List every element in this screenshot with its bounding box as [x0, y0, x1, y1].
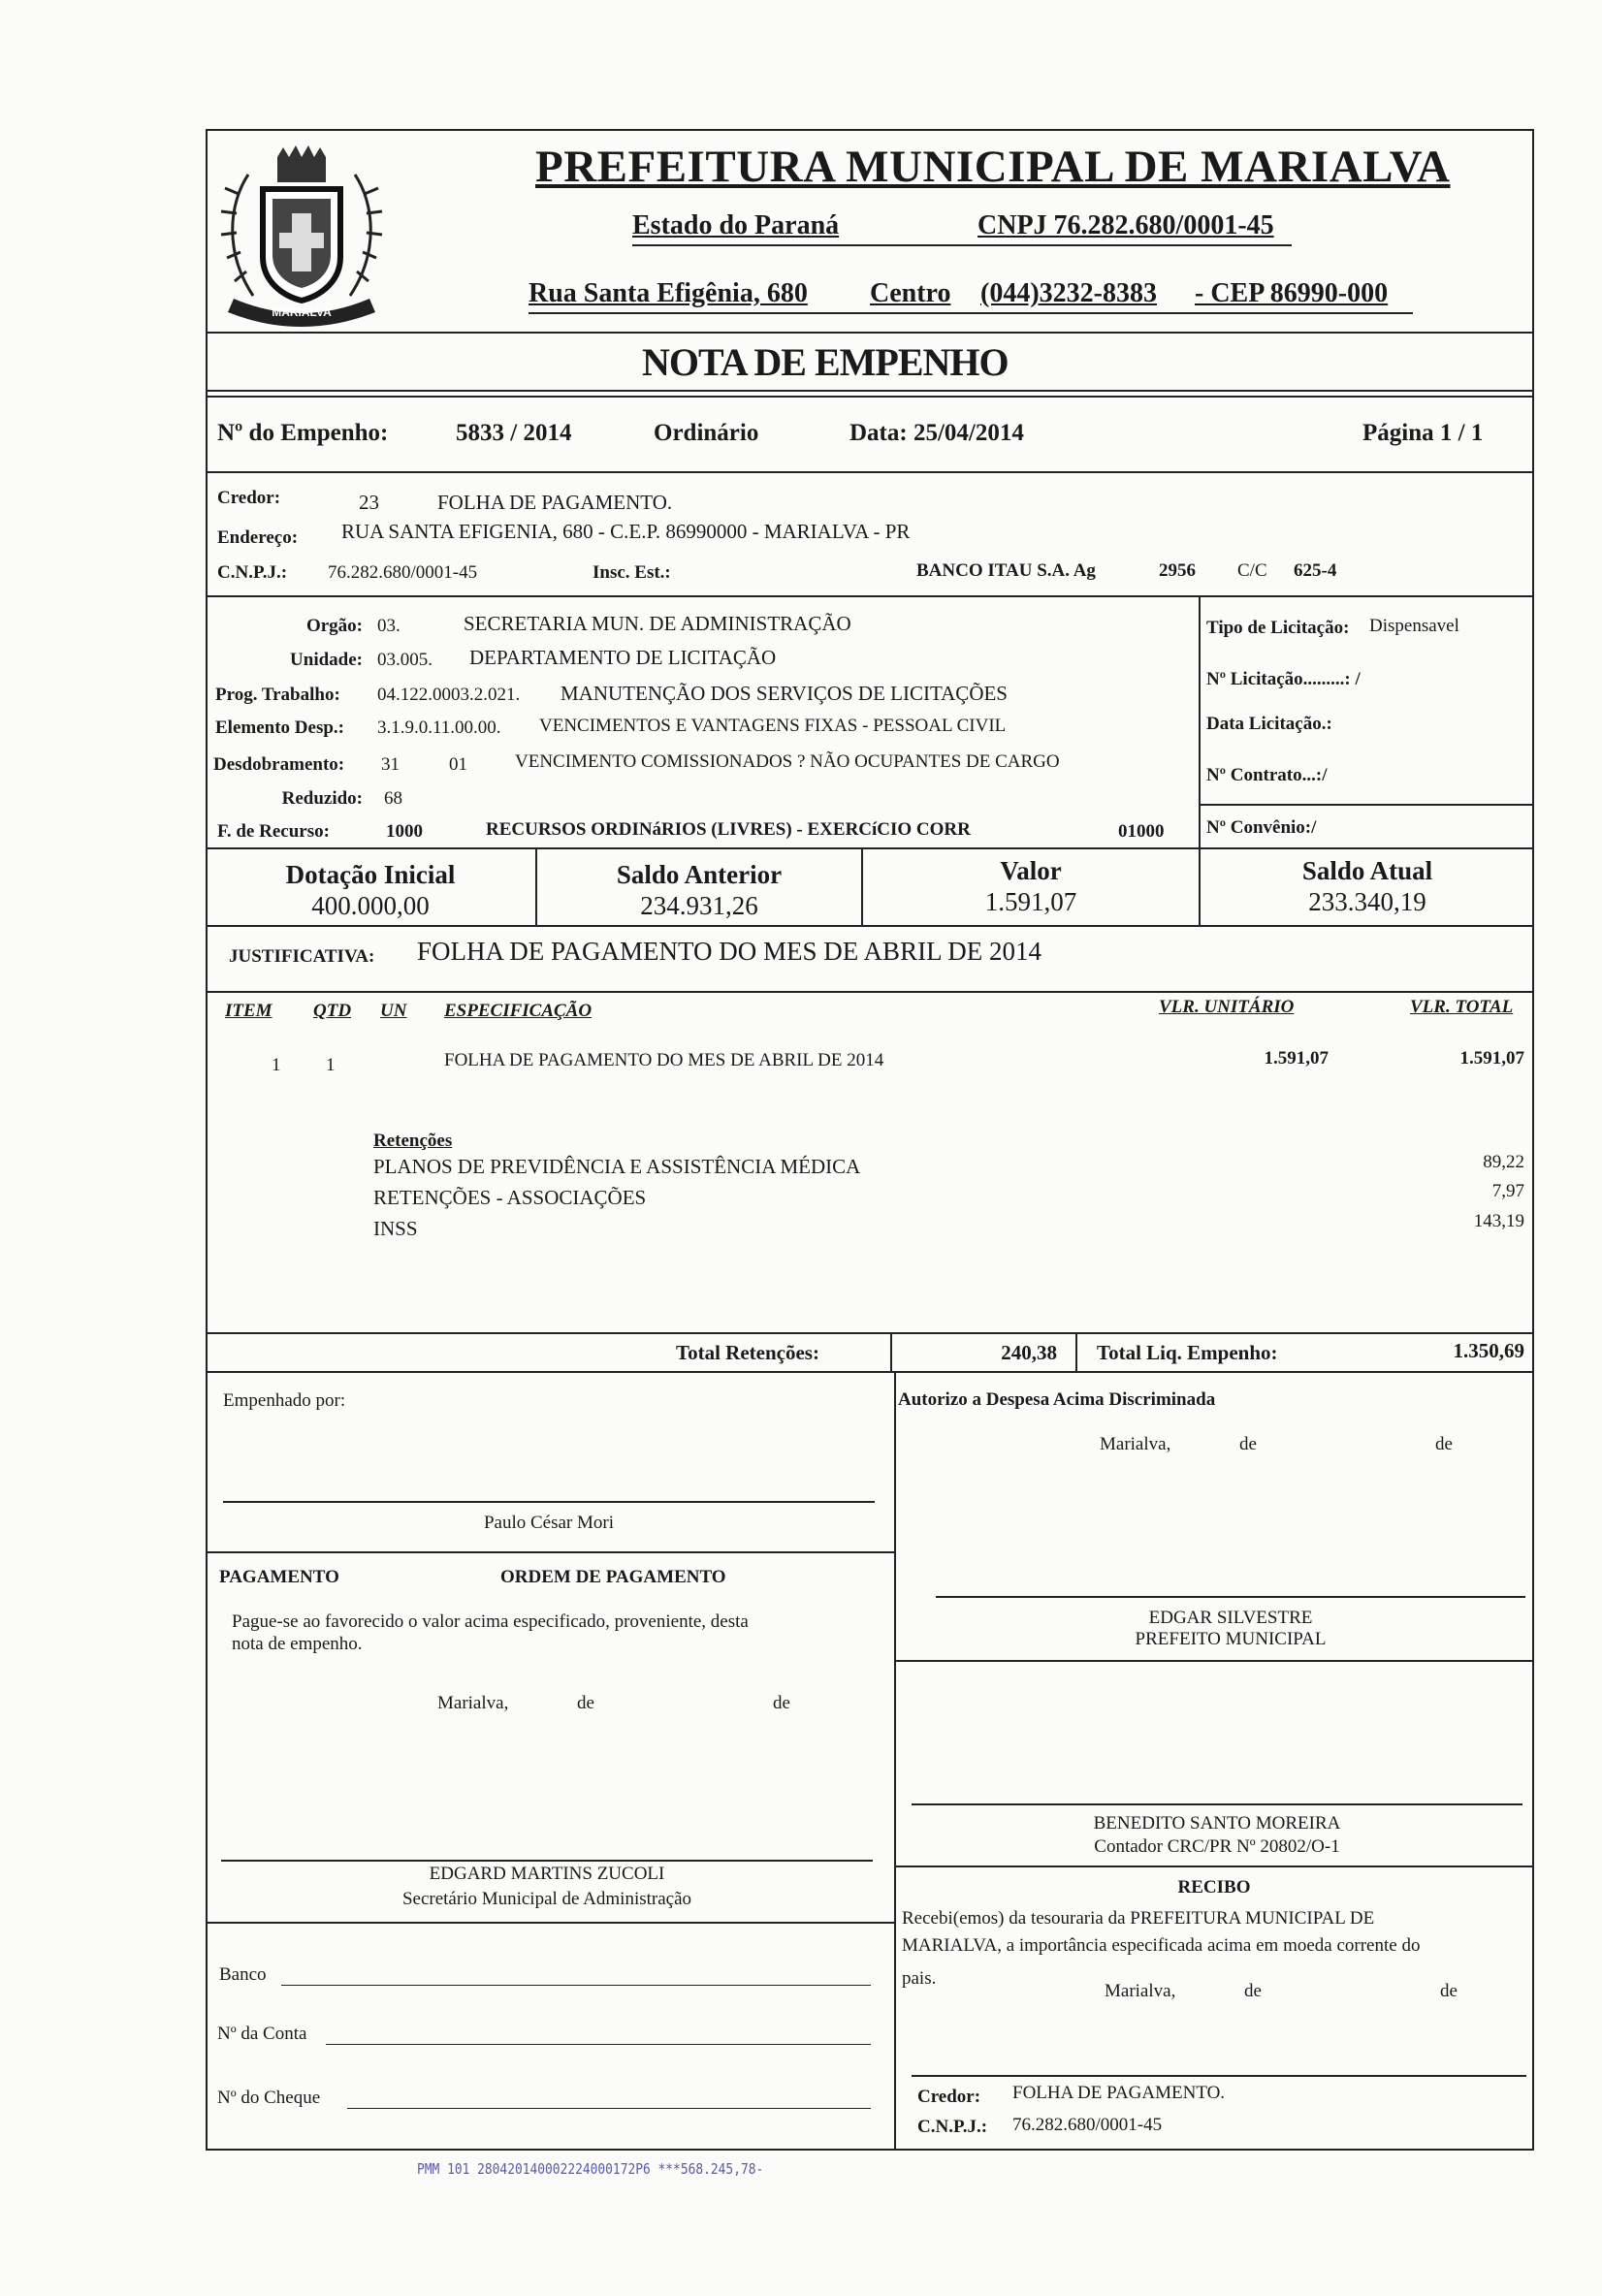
licitacao-contrato: Nº Contrato...:/	[1206, 765, 1328, 785]
banco-line	[281, 1985, 871, 1986]
address-phone: (044)3232-8383	[980, 278, 1157, 308]
total-retencoes: 240,38	[1001, 1341, 1057, 1364]
divider	[206, 847, 1534, 849]
licitacao-tipo: Dispensavel	[1369, 616, 1459, 636]
coat-of-arms-icon	[209, 136, 394, 335]
prefeito-cargo: PREFEITO MUNICIPAL	[1135, 1629, 1327, 1649]
credor-endereco: RUA SANTA EFIGENIA, 680 - C.E.P. 86990000 - MARIALVA - PR	[341, 520, 911, 543]
signature-line	[221, 1860, 873, 1862]
cnpj-header: CNPJ 76.282.680/0001-45	[977, 210, 1274, 240]
cc-label: C/C	[1237, 560, 1267, 581]
signature-line	[912, 1803, 1522, 1805]
nota-title: NOTA DE EMPENHO	[642, 340, 1009, 384]
divider	[206, 396, 1534, 398]
address-street: Rua Santa Efigênia, 680	[529, 278, 808, 308]
retencao-nome: RETENÇÕES - ASSOCIAÇÕES	[373, 1186, 647, 1209]
pagamento-texto1: Pague-se ao favorecido o valor acima especificado, proveniente, desta	[232, 1611, 749, 1632]
recibo-de2: de	[1440, 1981, 1458, 2001]
reduzido: 68	[384, 788, 402, 809]
address-cep: - CEP 86990-000	[1195, 278, 1389, 308]
cheque-line	[347, 2108, 871, 2109]
col-item: ITEM	[225, 1001, 272, 1021]
address-underline	[529, 312, 1413, 314]
justificativa-texto: FOLHA DE PAGAMENTO DO MES DE ABRIL DE 2014	[417, 937, 1042, 966]
item-espec: FOLHA DE PAGAMENTO DO MES DE ABRIL DE 2014	[444, 1050, 884, 1070]
signature-line	[936, 1596, 1525, 1598]
item-qtd: 1	[326, 1055, 336, 1075]
dotacao-label: Dotação Inicial	[285, 860, 456, 889]
valor-valor: 1.591,07	[984, 887, 1077, 916]
insc-label: Insc. Est.:	[593, 562, 671, 583]
retencao-nome: INSS	[373, 1217, 418, 1240]
autorizo-cidade: Marialva,	[1100, 1434, 1171, 1454]
anterior-valor: 234.931,26	[640, 891, 758, 920]
divider	[1075, 1332, 1077, 1371]
atual-label: Saldo Atual	[1301, 856, 1433, 885]
recibo-linha2: MARIALVA, a importância especificada acima em moeda corrente do	[902, 1935, 1421, 1956]
item-unit: 1.591,07	[1264, 1048, 1329, 1068]
credor-codigo: 23	[359, 491, 379, 514]
unidade-label: Unidade:	[290, 650, 363, 670]
secretario-nome: EDGARD MARTINS ZUCOLI	[429, 1864, 665, 1884]
elemento-cod: 3.1.9.0.11.00.00.	[377, 718, 501, 738]
pagamento-de2: de	[773, 1693, 790, 1713]
conta-line	[326, 2044, 871, 2045]
recibo-linha3: pais.	[902, 1968, 937, 1989]
cheque-label: Nº do Cheque	[217, 2088, 321, 2108]
signature-line	[223, 1501, 875, 1503]
conta-label: Nº da Conta	[217, 2024, 307, 2044]
credor-cnpj: 76.282.680/0001-45	[328, 562, 478, 583]
autorizo-de2: de	[1435, 1434, 1453, 1454]
recurso-label: F. de Recurso:	[217, 821, 330, 842]
pagamento-label: PAGAMENTO	[219, 1567, 339, 1587]
ordem-pagamento: ORDEM DE PAGAMENTO	[500, 1567, 726, 1587]
total-retencoes-label: Total Retenções:	[676, 1341, 819, 1364]
recibo-cnpj: 76.282.680/0001-45	[1012, 2115, 1163, 2135]
retencao-nome: PLANOS DE PREVIDÊNCIA E ASSISTÊNCIA MÉDICA	[373, 1155, 861, 1178]
orgao: SECRETARIA MUN. DE ADMINISTRAÇÃO	[464, 612, 851, 635]
divider	[206, 1371, 1534, 1373]
orgao-cod: 03.	[377, 616, 400, 636]
justificativa-label: JUSTIFICATIVA:	[229, 946, 375, 967]
licitacao-numero: Nº Licitação.........: /	[1206, 669, 1361, 689]
empenhado-label: Empenhado por:	[223, 1390, 346, 1411]
divider	[206, 991, 1534, 993]
footer-code: PMM 101 280420140002224000172P6 ***568.245,78-	[417, 2160, 764, 2178]
prefeito-nome: EDGAR SILVESTRE	[1148, 1608, 1313, 1628]
col-total: VLR. TOTAL	[1410, 997, 1514, 1017]
banco-label: Banco	[219, 1964, 267, 1985]
recibo-cnpj-label: C.N.P.J.:	[917, 2117, 988, 2137]
recibo-linha1: Recebi(emos) da tesouraria da PREFEITURA MUNICIPAL DE	[902, 1908, 1375, 1929]
estado: Estado do Paraná	[632, 210, 840, 240]
divider	[206, 595, 1534, 597]
pagamento-de1: de	[577, 1693, 594, 1713]
unidade: DEPARTAMENTO DE LICITAÇÃO	[469, 646, 777, 669]
empenho-label: Nº do Empenho:	[217, 420, 389, 446]
prefeitura-title: PREFEITURA MUNICIPAL DE MARIALVA	[535, 142, 1451, 192]
divider	[1199, 804, 1534, 806]
divider	[206, 390, 1534, 392]
estado-underline	[632, 244, 1292, 246]
pagamento-texto2: nota de empenho.	[232, 1634, 363, 1654]
reduzido-label: Reduzido:	[281, 788, 363, 809]
agencia: 2956	[1159, 560, 1196, 581]
retencao-valor: 143,19	[1473, 1211, 1524, 1231]
total-liquido-label: Total Liq. Empenho:	[1097, 1341, 1278, 1364]
prog-label: Prog. Trabalho:	[215, 685, 340, 705]
item-total: 1.591,07	[1459, 1048, 1524, 1068]
empenho-pagina: Página 1 / 1	[1362, 420, 1484, 446]
atual-valor: 233.340,19	[1308, 887, 1426, 916]
recibo-credor-label: Credor:	[917, 2087, 981, 2107]
licitacao-tipo-label: Tipo de Licitação:	[1206, 618, 1350, 638]
recurso-cod2: 01000	[1118, 821, 1165, 842]
recurso-cod: 1000	[386, 821, 423, 842]
pagamento-cidade: Marialva,	[437, 1693, 509, 1713]
recibo-credor: FOLHA DE PAGAMENTO.	[1012, 2083, 1226, 2103]
dotacao-valor: 400.000,00	[311, 891, 430, 920]
orgao-label: Orgão:	[305, 616, 363, 636]
divider	[894, 1866, 1534, 1867]
municipal-seal	[209, 136, 394, 335]
col-unit: VLR. UNITÁRIO	[1159, 997, 1295, 1017]
desdob: VENCIMENTO COMISSIONADOS ? NÃO OCUPANTES DE CARGO	[515, 751, 1060, 772]
secretario-cargo: Secretário Municipal de Administração	[401, 1889, 692, 1909]
elemento: VENCIMENTOS E VANTAGENS FIXAS - PESSOAL CIVIL	[539, 716, 1007, 736]
contador-nome: BENEDITO SANTO MOREIRA	[1093, 1813, 1341, 1834]
address-bairro: Centro	[870, 278, 951, 308]
recibo-cidade: Marialva,	[1105, 1981, 1176, 2001]
desdob-cod2: 01	[449, 754, 467, 775]
divider	[206, 1551, 894, 1553]
prog: MANUTENÇÃO DOS SERVIÇOS DE LICITAÇÕES	[561, 682, 1008, 705]
desdob-label: Desdobramento:	[213, 754, 345, 775]
divider	[206, 471, 1534, 473]
autorizo-label: Autorizo a Despesa Acima Discriminada	[898, 1389, 1216, 1410]
retencao-valor: 89,22	[1483, 1152, 1524, 1172]
elemento-label: Elemento Desp.:	[215, 718, 344, 738]
divider	[206, 925, 1534, 927]
empenho-data: Data: 25/04/2014	[849, 420, 1024, 446]
col-espec: ESPECIFICAÇÃO	[444, 1001, 593, 1021]
item-num: 1	[272, 1055, 281, 1075]
divider	[206, 332, 1534, 334]
recibo-de1: de	[1244, 1981, 1262, 2001]
divider	[894, 1660, 1534, 1662]
licitacao-convenio: Nº Convênio:/	[1206, 817, 1317, 838]
signature-line	[912, 2075, 1526, 2077]
contador-cargo: Contador CRC/PR Nº 20802/O-1	[1094, 1836, 1340, 1857]
credor-label: Credor:	[217, 488, 281, 508]
col-qtd: QTD	[313, 1001, 352, 1021]
divider	[206, 1332, 1534, 1334]
anterior-label: Saldo Anterior	[616, 860, 783, 889]
cnpj-label: C.N.P.J.:	[217, 562, 288, 583]
licitacao-data: Data Licitação.:	[1206, 714, 1332, 734]
divider	[894, 1371, 896, 2151]
col-un: UN	[380, 1001, 407, 1021]
empenho-tipo: Ordinário	[654, 420, 759, 446]
total-liquido: 1.350,69	[1453, 1339, 1524, 1362]
desdob-cod1: 31	[381, 754, 400, 775]
empenho-numero: 5833 / 2014	[456, 420, 572, 446]
credor-nome: FOLHA DE PAGAMENTO.	[437, 491, 673, 514]
divider	[206, 1922, 894, 1924]
empenhado-nome: Paulo César Mori	[483, 1513, 615, 1533]
retencoes-title: Retenções	[373, 1131, 453, 1151]
endereco-label: Endereço:	[217, 527, 299, 548]
autorizo-de1: de	[1239, 1434, 1257, 1454]
unidade-cod: 03.005.	[377, 650, 433, 670]
retencao-valor: 7,97	[1491, 1181, 1524, 1201]
recurso: RECURSOS ORDINáRIOS (LIVRES) - EXERCíCIO CORR	[486, 819, 971, 840]
valor-label: Valor	[1000, 856, 1062, 885]
svg-text:MARIALVA: MARIALVA	[272, 305, 332, 319]
cc: 625-4	[1294, 560, 1337, 581]
prog-cod: 04.122.0003.2.021.	[377, 685, 521, 705]
recibo-title: RECIBO	[1177, 1877, 1251, 1897]
banco: BANCO ITAU S.A. Ag	[916, 560, 1096, 581]
